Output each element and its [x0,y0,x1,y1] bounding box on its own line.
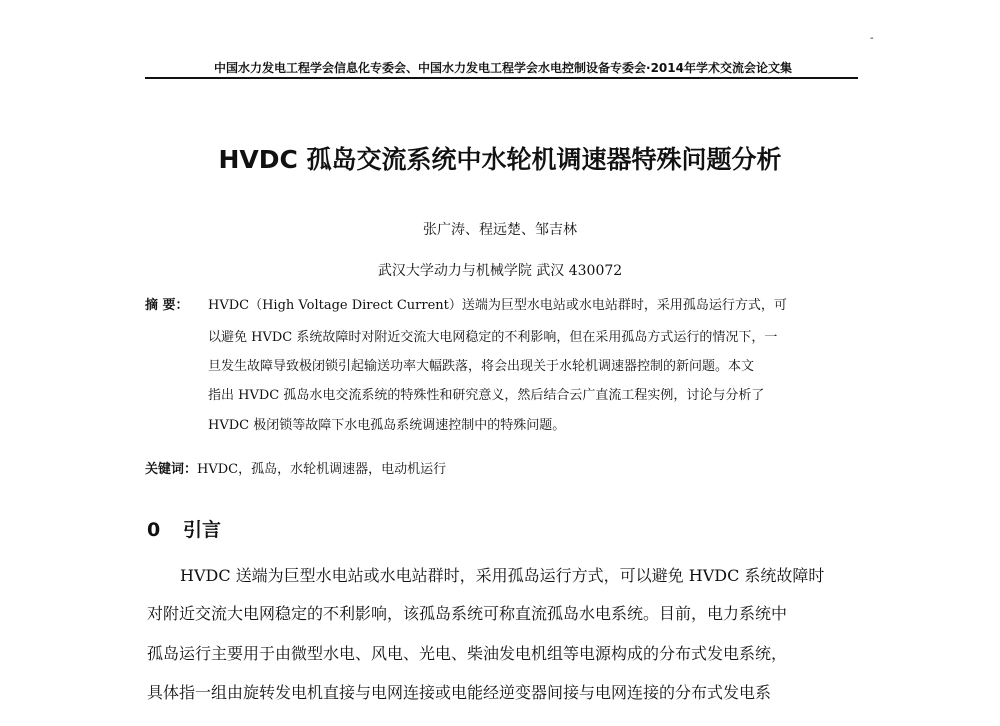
paper-authors: 张广涛、程远楚、邹吉林 [423,222,577,238]
section-heading [147,515,221,542]
corner-mark: - [870,33,874,44]
abstract-label: 摘 要： [145,298,189,313]
body-line: HVDC 送端为巨型水电站或水电站群时，采用孤岛运行方式，可以避免 HVDC 系统故障时 [180,566,825,585]
keywords-label: 关键词： [145,462,198,477]
body-line: 具体指一组由旋转发电机直接与电网连接或电能经逆变器间接与电网连接的分布式发电系 [147,683,772,702]
abstract-line: 指出 HVDC 孤岛水电交流系统的特殊性和研究意义，然后结合云广直流工程实例，讨论与分析了 [208,388,765,403]
abstract-line: 旦发生故障导致极闭锁引起输送功率大幅跌落，将会出现关于水轮机调速器控制的新问题。本文 [208,359,755,374]
paper-title: HVDC 孤岛交流系统中水轮机调速器特殊问题分析 [218,145,782,174]
header-rule [145,77,858,79]
abstract-line: HVDC 极闭锁等故障下水电孤岛系统调速控制中的特殊问题。 [208,418,566,433]
body-line: 孤岛运行主要用于由微型水电、风电、光电、柴油发电机组等电源构成的分布式发电系统， [147,644,788,663]
keywords-text: HVDC，孤岛，水轮机调速器，电动机运行 [197,462,447,477]
paper-affiliation: 武汉大学动力与机械学院 武汉 430072 [377,263,623,279]
keywords [145,458,446,477]
running-header: 中国水力发电工程学会信息化专委会、中国水力发电工程学会水电控制设备专委会·2014年学术交流会论文集 [214,61,792,75]
body-line: 对附近交流大电网稳定的不利影响，该孤岛系统可称直流孤岛水电系统。目前，电力系统中 [147,604,788,623]
section-number: 0 [147,519,161,541]
abstract-line: HVDC（High Voltage Direct Current）送端为巨型水电站或水电站群时，采用孤岛运行方式，可 [208,298,787,313]
section-title: 引言 [183,519,222,541]
abstract-line: 以避免 HVDC 系统故障时对附近交流大电网稳定的不利影响，但在采用孤岛方式运行的情况下，一 [208,330,778,345]
